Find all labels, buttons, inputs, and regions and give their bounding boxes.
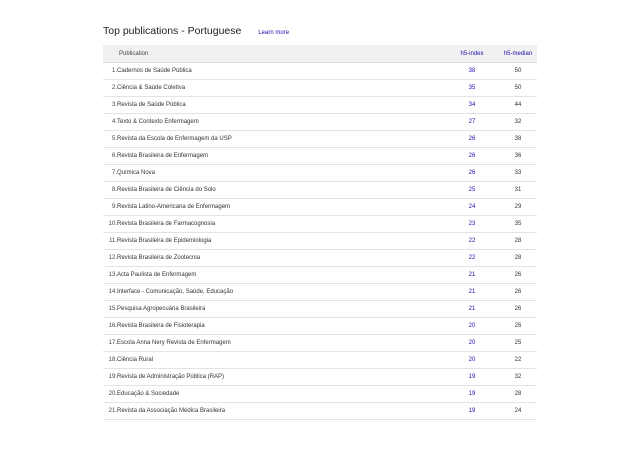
publication-rank: 12. xyxy=(103,250,117,267)
table-row xyxy=(103,267,537,284)
table-row xyxy=(103,352,537,369)
table-row xyxy=(103,131,537,148)
publication-rank: 18. xyxy=(103,352,117,369)
h5-index-link[interactable]: 26 xyxy=(445,131,499,148)
publication-rank: 13. xyxy=(103,267,117,284)
publication-rank: 21. xyxy=(103,403,117,420)
publication-rank: 19. xyxy=(103,369,117,386)
publication-rank: 15. xyxy=(103,301,117,318)
table-header-row xyxy=(103,45,537,63)
h5-median-value: 36 xyxy=(499,148,537,165)
publication-rank: 9. xyxy=(103,199,117,216)
h5-median-value: 28 xyxy=(499,233,537,250)
publication-name-link[interactable]: Ciência Rural xyxy=(117,352,445,369)
h5-median-value: 35 xyxy=(499,216,537,233)
table-row xyxy=(103,114,537,131)
table-row xyxy=(103,318,537,335)
table-row xyxy=(103,216,537,233)
publication-rank: 16. xyxy=(103,318,117,335)
publication-name-link[interactable]: Revista Brasileira de Epidemiologia xyxy=(117,233,445,250)
publication-rank: 1. xyxy=(103,63,117,80)
h5-index-link[interactable]: 21 xyxy=(445,301,499,318)
table-row xyxy=(103,403,537,420)
h5-median-value: 26 xyxy=(499,267,537,284)
table-row xyxy=(103,386,537,403)
table-row xyxy=(103,284,537,301)
column-header-h5-median[interactable]: h5-median xyxy=(499,45,537,63)
learn-more-link[interactable]: Learn more xyxy=(258,30,290,36)
publication-name-link[interactable]: Interface - Comunicação, Saúde, Educação xyxy=(117,284,445,301)
table-row xyxy=(103,80,537,97)
publication-name-link[interactable]: Revista Brasileira de Farmacognosia xyxy=(117,216,445,233)
publication-rank: 14. xyxy=(103,284,117,301)
h5-index-link[interactable]: 21 xyxy=(445,267,499,284)
h5-index-link[interactable]: 19 xyxy=(445,369,499,386)
publication-name-link[interactable]: Revista da Escola de Enfermagem da USP xyxy=(117,131,445,148)
table-row xyxy=(103,250,537,267)
h5-median-value: 31 xyxy=(499,182,537,199)
page-title: Top publications - Portuguese xyxy=(103,25,242,37)
publication-rank: 4. xyxy=(103,114,117,131)
h5-index-link[interactable]: 19 xyxy=(445,403,499,420)
publication-name-link[interactable]: Escola Anna Nery Revista de Enfermagem xyxy=(117,335,445,352)
publication-rank: 10. xyxy=(103,216,117,233)
column-header-h5-index[interactable]: h5-index xyxy=(445,45,499,63)
publication-name-link[interactable]: Revista Brasileira de Zootecnia xyxy=(117,250,445,267)
publication-name-link[interactable]: Revista de Administração Pública (RAP) xyxy=(117,369,445,386)
publication-name-link[interactable]: Revista de Saúde Pública xyxy=(117,97,445,114)
table-row xyxy=(103,199,537,216)
publication-rank: 5. xyxy=(103,131,117,148)
publication-rank: 20. xyxy=(103,386,117,403)
h5-index-link[interactable]: 26 xyxy=(445,165,499,182)
h5-median-value: 32 xyxy=(499,114,537,131)
publication-name-link[interactable]: Cadernos de Saúde Pública xyxy=(117,63,445,80)
table-row xyxy=(103,301,537,318)
h5-index-link[interactable]: 25 xyxy=(445,182,499,199)
h5-median-value: 25 xyxy=(499,335,537,352)
h5-index-link[interactable]: 21 xyxy=(445,284,499,301)
h5-index-link[interactable]: 22 xyxy=(445,233,499,250)
h5-index-link[interactable]: 22 xyxy=(445,250,499,267)
h5-index-link[interactable]: 20 xyxy=(445,352,499,369)
h5-median-value: 22 xyxy=(499,352,537,369)
table-row xyxy=(103,335,537,352)
h5-median-value: 28 xyxy=(499,250,537,267)
h5-median-value: 26 xyxy=(499,318,537,335)
publication-rank: 6. xyxy=(103,148,117,165)
h5-index-link[interactable]: 27 xyxy=(445,114,499,131)
h5-median-value: 50 xyxy=(499,80,537,97)
table-row xyxy=(103,148,537,165)
h5-index-link[interactable]: 20 xyxy=(445,318,499,335)
h5-median-value: 38 xyxy=(499,131,537,148)
table-row xyxy=(103,63,537,80)
publication-name-link[interactable]: Revista Brasileira de Ciência do Solo xyxy=(117,182,445,199)
publication-name-link[interactable]: Ciência & Saúde Coletiva xyxy=(117,80,445,97)
publication-name-link[interactable]: Química Nova xyxy=(117,165,445,182)
h5-index-link[interactable]: 38 xyxy=(445,63,499,80)
h5-median-value: 28 xyxy=(499,386,537,403)
h5-median-value: 33 xyxy=(499,165,537,182)
publication-rank: 11. xyxy=(103,233,117,250)
publication-rank: 3. xyxy=(103,97,117,114)
h5-median-value: 24 xyxy=(499,403,537,420)
table-row xyxy=(103,97,537,114)
h5-index-link[interactable]: 24 xyxy=(445,199,499,216)
publication-name-link[interactable]: Revista Brasileira de Fisioterapia xyxy=(117,318,445,335)
column-header-publication: Publication xyxy=(103,45,445,63)
publication-name-link[interactable]: Revista Brasileira de Enfermagem xyxy=(117,148,445,165)
publications-table xyxy=(103,45,537,420)
h5-median-value: 44 xyxy=(499,97,537,114)
h5-median-value: 26 xyxy=(499,301,537,318)
page-header xyxy=(103,25,289,37)
publication-rank: 8. xyxy=(103,182,117,199)
h5-index-link[interactable]: 35 xyxy=(445,80,499,97)
table-row xyxy=(103,165,537,182)
publication-name-link[interactable]: Revista Latino-Americana de Enfermagem xyxy=(117,199,445,216)
table-row xyxy=(103,233,537,250)
publication-name-link[interactable]: Acta Paulista de Enfermagem xyxy=(117,267,445,284)
publication-name-link[interactable]: Texto & Contexto Enfermagem xyxy=(117,114,445,131)
h5-index-link[interactable]: 26 xyxy=(445,148,499,165)
h5-index-link[interactable]: 20 xyxy=(445,335,499,352)
h5-median-value: 26 xyxy=(499,284,537,301)
h5-index-link[interactable]: 19 xyxy=(445,386,499,403)
publication-name-link[interactable]: Educação & Sociedade xyxy=(117,386,445,403)
publication-name-link[interactable]: Pesquisa Agropecuária Brasileira xyxy=(117,301,445,318)
publication-name-link[interactable]: Revista da Associação Médica Brasileira xyxy=(117,403,445,420)
h5-median-value: 29 xyxy=(499,199,537,216)
publication-rank: 2. xyxy=(103,80,117,97)
h5-index-link[interactable]: 34 xyxy=(445,97,499,114)
h5-median-value: 50 xyxy=(499,63,537,80)
table-row xyxy=(103,182,537,199)
h5-index-link[interactable]: 23 xyxy=(445,216,499,233)
h5-median-value: 32 xyxy=(499,369,537,386)
publication-rank: 17. xyxy=(103,335,117,352)
publication-rank: 7. xyxy=(103,165,117,182)
table-row xyxy=(103,369,537,386)
